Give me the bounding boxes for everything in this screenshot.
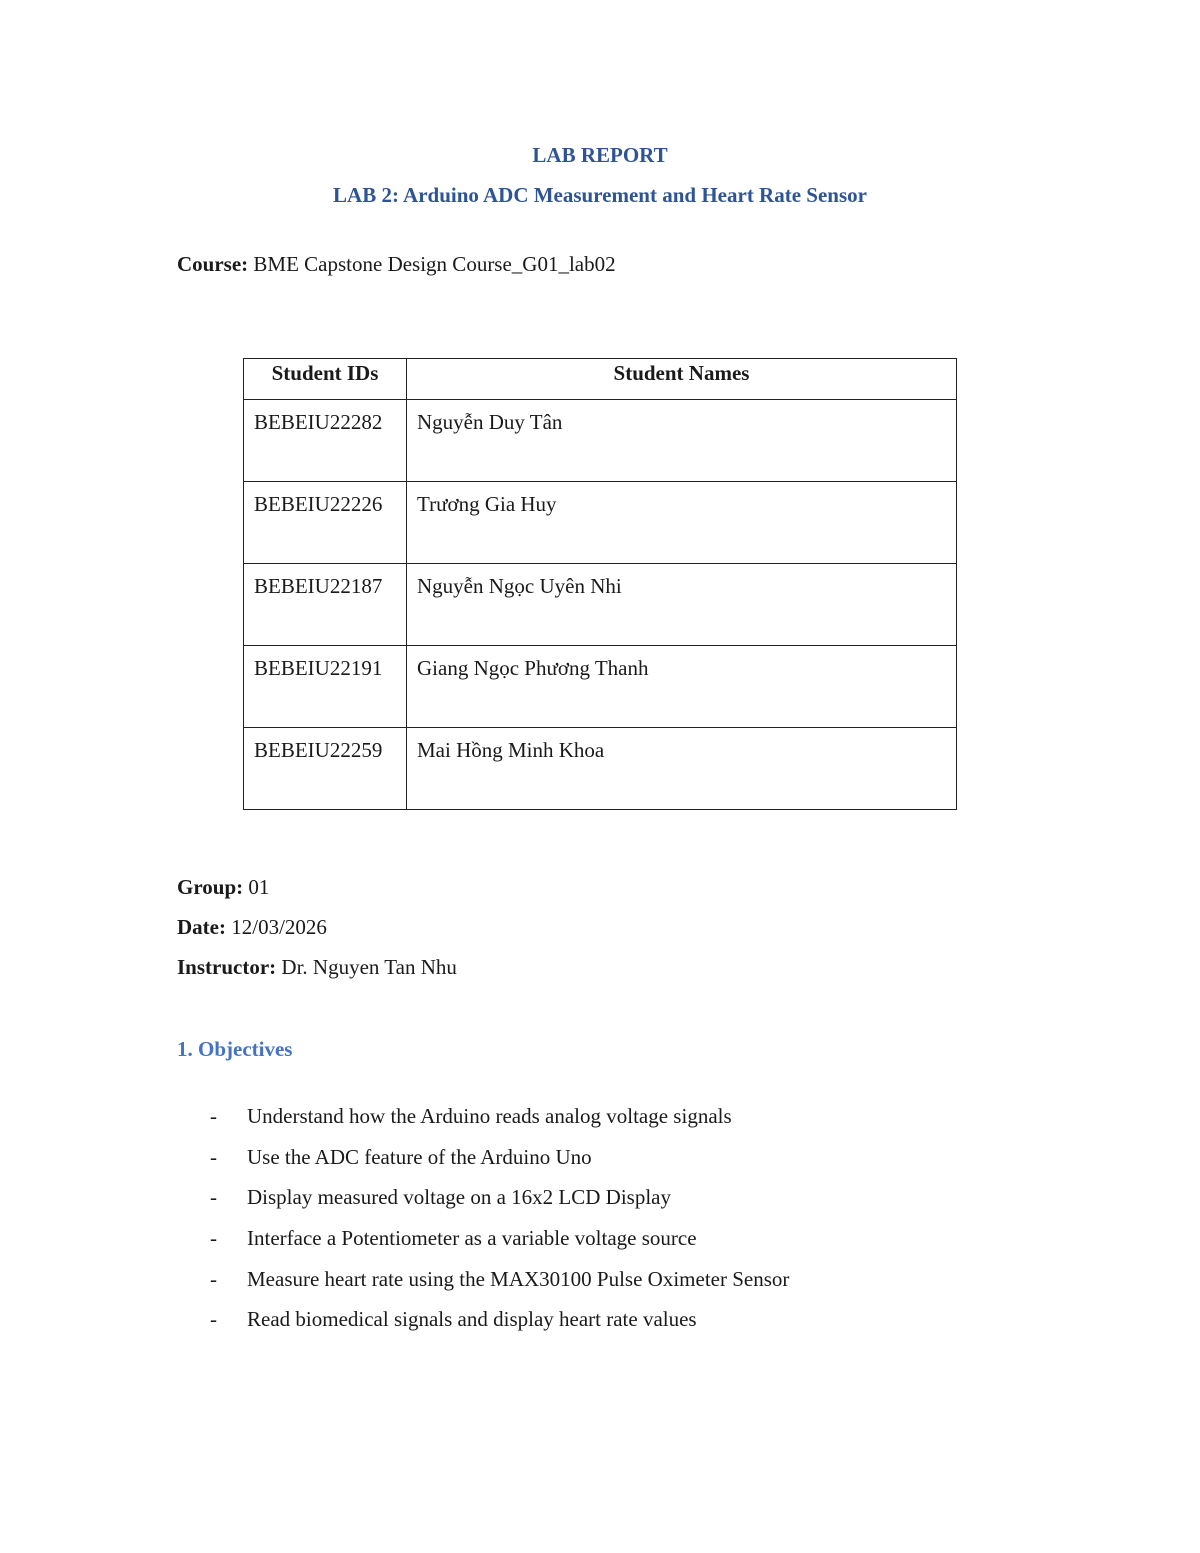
table-row (244, 482, 957, 564)
student-id-cell: BEBEIU22259 (244, 728, 407, 810)
bullet-dash: - (210, 1104, 217, 1128)
student-id-cell: BEBEIU22226 (244, 482, 407, 564)
list-item (0, 1104, 789, 1145)
objective-text: Display measured voltage on a 16x2 LCD Display (247, 1185, 671, 1210)
objectives-list (0, 1104, 789, 1348)
header-student-ids: Student IDs (244, 359, 407, 400)
table-row (244, 728, 957, 810)
bullet-dash: - (210, 1307, 217, 1332)
objective-text: Understand how the Arduino reads analog voltage signals (247, 1104, 732, 1128)
student-id-cell: BEBEIU22187 (244, 564, 407, 646)
students-table (243, 358, 957, 810)
objective-text: Interface a Potentiometer as a variable voltage source (247, 1226, 697, 1251)
list-item (0, 1226, 789, 1267)
instructor-label: Instructor: (177, 955, 277, 979)
instructor-line (177, 955, 457, 980)
student-name-cell: Giang Ngọc Phương Thanh (407, 646, 957, 728)
group-line (177, 875, 269, 900)
student-name-cell: Mai Hồng Minh Khoa (407, 728, 957, 810)
table-row (244, 564, 957, 646)
objective-text: Measure heart rate using the MAX30100 Pulse Oximeter Sensor (247, 1266, 790, 1291)
report-subtitle: LAB 2: Arduino ADC Measurement and Heart Rate Sensor (333, 183, 867, 207)
objective-text: Use the ADC feature of the Arduino Uno (247, 1144, 592, 1169)
student-id-cell: BEBEIU22282 (244, 400, 407, 482)
date-value: 12/03/2026 (231, 915, 327, 939)
bullet-dash: - (210, 1185, 217, 1210)
date-label: Date: (177, 915, 226, 939)
course-value: BME Capstone Design Course_G01_lab02 (253, 252, 616, 276)
bullet-dash: - (210, 1226, 217, 1251)
list-item (0, 1145, 789, 1186)
student-name-cell: Nguyễn Ngọc Uyên Nhi (407, 564, 957, 646)
student-name-cell: Nguyễn Duy Tân (407, 400, 957, 482)
date-line (177, 915, 327, 940)
list-item (0, 1185, 789, 1226)
report-title: LAB REPORT (532, 143, 668, 167)
table-header-row (244, 359, 957, 400)
list-item (0, 1267, 789, 1308)
student-id-cell: BEBEIU22191 (244, 646, 407, 728)
course-line (177, 252, 616, 277)
course-label: Course: (177, 252, 249, 276)
group-label: Group: (177, 875, 244, 899)
bullet-dash: - (210, 1266, 217, 1291)
table-row (244, 400, 957, 482)
list-item (0, 1307, 789, 1348)
instructor-value: Dr. Nguyen Tan Nhu (281, 955, 457, 979)
objective-text: Read biomedical signals and display heart rate values (247, 1307, 697, 1332)
group-value: 01 (248, 875, 270, 899)
table-row (244, 646, 957, 728)
header-student-names: Student Names (407, 359, 957, 400)
bullet-dash: - (210, 1144, 217, 1169)
objectives-heading: 1. Objectives (177, 1037, 293, 1061)
student-name-cell: Trương Gia Huy (407, 482, 957, 564)
